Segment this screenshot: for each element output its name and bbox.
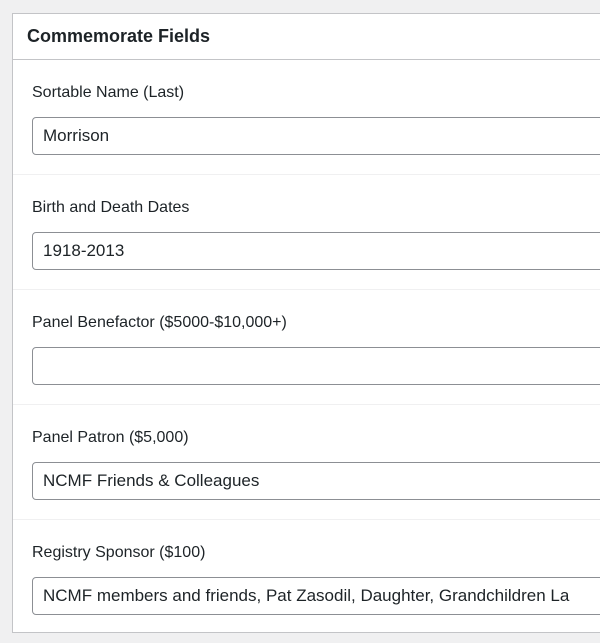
- panel-title: Commemorate Fields: [27, 26, 211, 46]
- sortable-name-input[interactable]: [32, 117, 600, 155]
- field-panel-benefactor: [13, 290, 600, 405]
- sortable-name-label: Sortable Name (Last): [32, 84, 185, 101]
- field-birth-death-dates: [13, 175, 600, 290]
- field-registry-sponsor: [13, 520, 600, 635]
- panel-benefactor-input[interactable]: [32, 347, 600, 385]
- commemorate-fields-panel: [12, 13, 600, 633]
- panel-header[interactable]: [13, 14, 600, 60]
- panel-patron-input[interactable]: [32, 462, 600, 500]
- panel-patron-label: Panel Patron ($5,000): [32, 429, 189, 446]
- registry-sponsor-label: Registry Sponsor ($100): [32, 544, 206, 561]
- panel-benefactor-label: Panel Benefactor ($5000-$10,000+): [32, 314, 287, 331]
- field-sortable-name: [13, 60, 600, 175]
- field-panel-patron: [13, 405, 600, 520]
- birth-death-dates-label: Birth and Death Dates: [32, 199, 190, 216]
- registry-sponsor-input[interactable]: [32, 577, 600, 615]
- birth-death-dates-input[interactable]: [32, 232, 600, 270]
